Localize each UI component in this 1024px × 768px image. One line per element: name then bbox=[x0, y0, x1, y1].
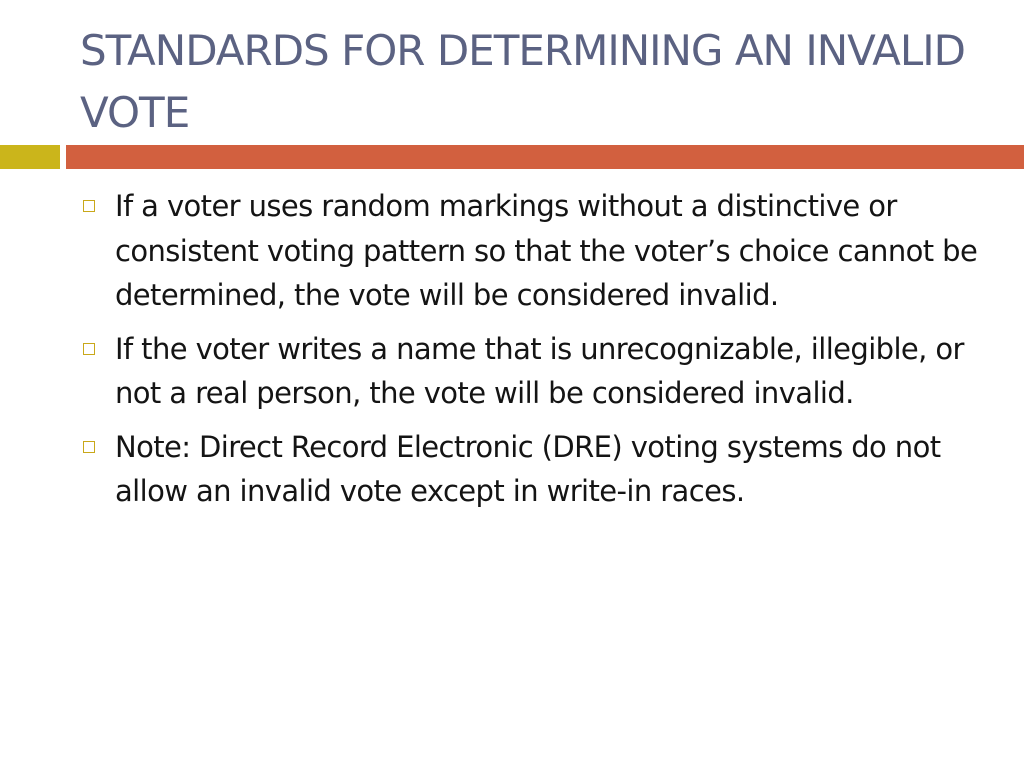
bullet-text: If a voter uses random markings without a distinctive or consistent voting pattern so that the voter’s choice cannot be determined, the vote will be considered invalid. bbox=[115, 189, 978, 312]
slide-title: STANDARDS FOR DETERMINING AN INVALID VOTE bbox=[80, 26, 966, 137]
hollow-square-icon bbox=[83, 441, 95, 453]
accent-bar-left bbox=[0, 145, 60, 169]
bullet-text: If the voter writes a name that is unrecognizable, illegible, or not a real person, the vote will be considered invalid. bbox=[115, 331, 964, 410]
bullet-list bbox=[80, 184, 980, 523]
bullet-item bbox=[80, 425, 980, 514]
bullet-item bbox=[80, 327, 980, 416]
bullet-item bbox=[80, 184, 980, 318]
bullet-text: Note: Direct Record Electronic (DRE) voting systems do not allow an invalid vote except in write-in races. bbox=[115, 429, 941, 508]
accent-bar-right bbox=[66, 145, 1024, 169]
hollow-square-icon bbox=[83, 200, 95, 212]
hollow-square-icon bbox=[83, 343, 95, 355]
